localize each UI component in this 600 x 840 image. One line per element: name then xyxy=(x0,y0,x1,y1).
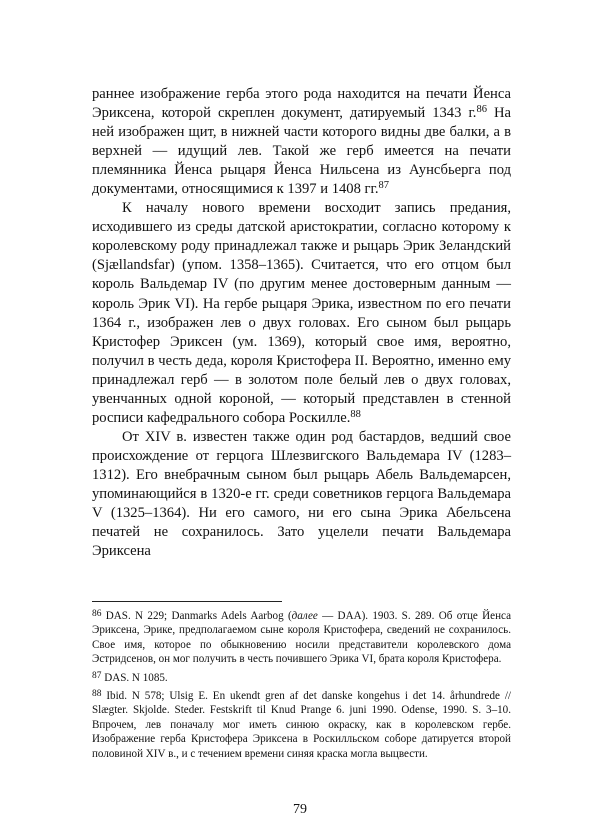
paragraph-1-part-1: раннее изображение герба этого рода находится на печати Йенса Эриксена, которой скреплен документ, датируемый 1343 г. xyxy=(92,86,511,122)
paragraph-1-part-2: На ней изображен щит, в нижней части которого видны две балки, а в верхней — идущий лев. Такой же герб имеется на печати племянника Йенса рыцаря Йенса Нильсена из Аунсбьерга под документами, относящимися к 1397 и 1408 гг. xyxy=(92,105,511,198)
footnote-88 xyxy=(92,689,511,761)
footnote-87 xyxy=(92,671,511,685)
footnote-number: 88 xyxy=(92,689,102,700)
footnote-text: DAS. N 1085. xyxy=(101,671,168,684)
footnote-italic: далее xyxy=(291,610,318,622)
footnote-text: DAS. N 229; Danmarks Adels Aarbog ( xyxy=(101,610,292,622)
footnote-separator xyxy=(92,601,282,602)
footnote-text: — DAA). 1903. S. 289. Об отце Йенса Эриксена, Эрике, предполагаемом сыне короля Кристофера, сведений не сохранилось. Свое имя, которое по обыкновению носили представители королевского дома Эстридсенов, он мог получить в честь почившего Эрика VI, брата короля Кристофера. xyxy=(92,610,511,666)
paragraph-3-text: От XIV в. известен также один род бастардов, ведший свое происхождение от герцога Шлезвигского Вальдемара IV (1283–1312). Его внебрачным сыном был рыцарь Абель Вальдемарсен, упоминающийся в 1320-е гг. среди советников герцога Вальдемара V (1325–1364). Ни его самого, ни его сына Эрика Абельсена печатей не сохранилось. Зато уцелели печати Вальдемара Эриксена xyxy=(92,428,511,560)
paragraph-2 xyxy=(92,199,511,428)
paragraph-2-text: К началу нового времени восходит запись предания, исходившего из среды датской аристократии, согласно которому к королевскому роду принадлежал также и рыцарь Эрик Зеландский (Sjællandsfar) (упом. 1358–1365). Считается, что его отцом был король Вальдемар IV (по другим менее достоверным данным — король Эрик VI). На гербе рыцаря Эрика, известном по его печати 1364 г., изображен лев о двух головах. Его сыном был рыцарь Кристофер Эриксен (ум. 1369), который свое имя, вероятно, получил в честь деда, короля Кристофера II. Вероятно, именно ему принадлежал герб — в золотом поле белый лев о двух головах, увенчанных одной короной, — который представлен в стенной росписи кафедрального собора Роскилле. xyxy=(92,200,511,426)
footnote-number: 87 xyxy=(92,670,102,681)
footnote-86 xyxy=(92,609,511,667)
footnote-ref-88[interactable]: 88 xyxy=(350,408,361,420)
paragraph-1 xyxy=(92,85,511,199)
page-number: 79 xyxy=(293,802,307,817)
main-text xyxy=(92,85,511,561)
footnote-number: 86 xyxy=(92,609,102,620)
footnote-ref-86[interactable]: 86 xyxy=(476,103,487,115)
footnote-text: Ibid. N 578; Ulsig E. En ukendt gren af det danske kongehus i det 14. århundrede // Slægter. Skjolde. Steder. Festskrift til Knud Prange 6. juni 1990. Odense, 1990. S. 3–10. Впрочем, лев поначалу мог иметь синюю окраску, как в королевском гербе. Изображение герба Кристофера Эриксена в Роскилльском соборе датируется второй половиной XIV в., и с течением времени синяя краска могла выцвести. xyxy=(92,690,511,760)
paragraph-3 xyxy=(92,428,511,561)
footnotes xyxy=(92,609,511,765)
footnote-ref-87[interactable]: 87 xyxy=(378,179,390,191)
